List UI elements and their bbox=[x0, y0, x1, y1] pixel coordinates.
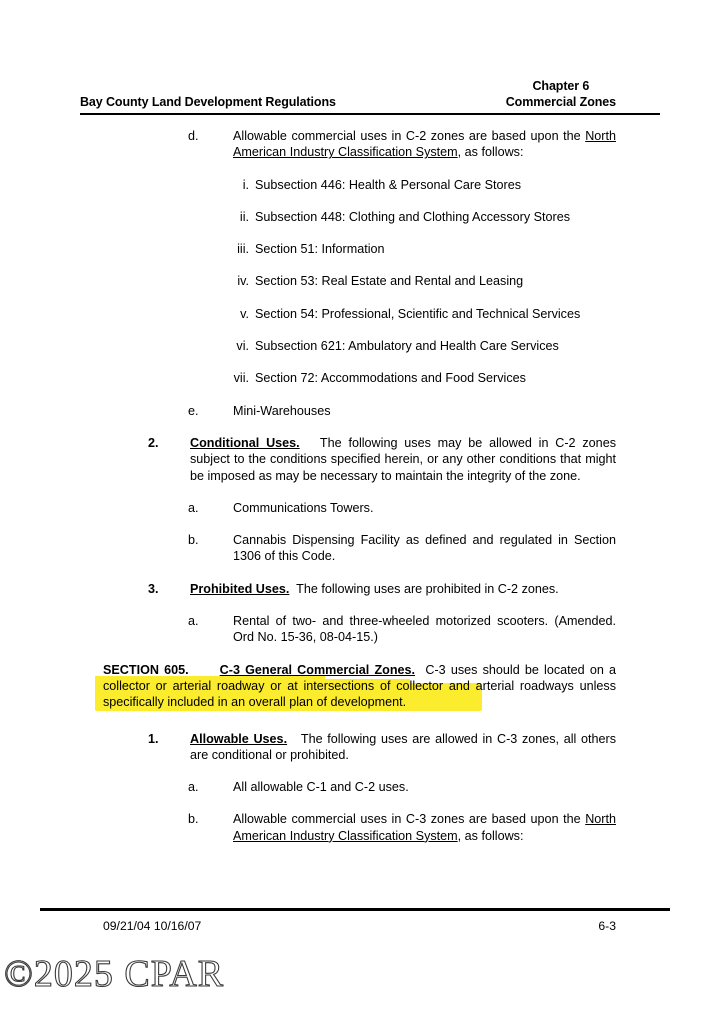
list-item-roman-vii bbox=[0, 370, 720, 386]
section-number: SECTION 605. bbox=[103, 662, 189, 677]
list-item-3-prohibited-uses bbox=[0, 581, 720, 597]
header-chapter-subtitle: Commercial Zones bbox=[505, 95, 616, 109]
list-item-roman-i bbox=[0, 177, 720, 193]
header-divider-rule bbox=[80, 113, 660, 115]
list-item-e bbox=[0, 403, 720, 419]
spacer bbox=[300, 436, 320, 450]
list-marker: vi. bbox=[236, 339, 249, 354]
text-run: Allowable commercial uses in C-2 zones are based upon the bbox=[233, 129, 586, 143]
list-item-roman-vi bbox=[0, 338, 720, 354]
list-marker: 2. bbox=[148, 435, 159, 450]
list-marker: vii. bbox=[233, 371, 249, 386]
list-item-text: Section 54: Professional, Scientific and Technical Services bbox=[255, 306, 581, 321]
list-item-text bbox=[190, 435, 616, 484]
inline-heading: Prohibited Uses. bbox=[190, 581, 290, 596]
list-marker: a. bbox=[188, 500, 199, 515]
text-run: The following uses may be allowed in C-2 zones subject to the conditions specified herein, or any other conditions that might be imposed as may be necessary to maintain the integrity of the zone. bbox=[190, 435, 616, 483]
header-document-title: Bay County Land Development Regulations bbox=[80, 95, 336, 109]
footer-page-number: 6-3 bbox=[598, 919, 616, 933]
list-marker: b. bbox=[188, 812, 199, 827]
document-body bbox=[0, 128, 720, 860]
list-item-text bbox=[233, 811, 616, 844]
list-marker: v. bbox=[240, 306, 249, 321]
list-item-text: Subsection 446: Health & Personal Care Stores bbox=[255, 177, 522, 192]
header-chapter-block bbox=[506, 78, 616, 110]
underlined-term: North American Industry Classification System bbox=[233, 129, 616, 160]
spacer bbox=[287, 732, 301, 746]
list-item-roman-iv bbox=[0, 273, 720, 289]
list-item-text: Communications Towers. bbox=[233, 500, 374, 515]
text-run: The following uses are allowed in C-3 zones, all others are conditional or prohibited. bbox=[190, 731, 616, 762]
text-run: C-3 uses should be located on a collector or arterial roadway or at intersections of collector and arterial roadways unless specifically included in an overall plan of development. bbox=[103, 662, 616, 710]
list-marker: 3. bbox=[148, 581, 159, 596]
text-run: The following uses are prohibited in C-2 zones. bbox=[296, 581, 559, 596]
inline-heading: Allowable Uses. bbox=[190, 731, 288, 746]
list-item-text bbox=[190, 581, 616, 597]
list-item-text: Section 72: Accommodations and Food Services bbox=[255, 371, 526, 386]
text-run-tail: , as follows: bbox=[457, 828, 524, 843]
section-605-paragraph bbox=[103, 662, 616, 711]
list-item-text: Section 51: Information bbox=[255, 242, 385, 257]
list-item-text: All allowable C-1 and C-2 uses. bbox=[233, 780, 409, 795]
list-item-2b bbox=[0, 532, 720, 565]
footer-revision-dates: 09/21/04 10/16/07 bbox=[103, 919, 202, 933]
list-marker: 1. bbox=[148, 731, 159, 746]
text-run: Allowable commercial uses in C-3 zones are based upon the bbox=[233, 812, 586, 827]
list-item-text: Rental of two- and three-wheeled motorized scooters. (Amended. Ord No. 15-36, 08-04-15.) bbox=[233, 614, 616, 645]
underlined-term: North American Industry Classification System bbox=[233, 812, 616, 843]
list-item-c3-1a bbox=[0, 779, 720, 795]
list-marker: d. bbox=[188, 129, 199, 143]
spacer bbox=[415, 663, 425, 677]
list-item-roman-v bbox=[0, 306, 720, 322]
list-item-2a bbox=[0, 500, 720, 516]
page-header bbox=[80, 78, 616, 110]
list-item-roman-iii bbox=[0, 241, 720, 257]
header-chapter-line: Chapter 6 bbox=[532, 79, 590, 93]
list-marker: e. bbox=[188, 403, 199, 418]
list-marker: iii. bbox=[237, 242, 249, 257]
list-item-c3-1b bbox=[0, 811, 720, 844]
list-marker: a. bbox=[188, 614, 199, 629]
list-marker: i. bbox=[242, 177, 249, 192]
list-item-text: Cannabis Dispensing Facility as defined and regulated in Section 1306 of this Code. bbox=[233, 533, 616, 564]
list-item-2-conditional-uses bbox=[0, 435, 720, 484]
list-item-text bbox=[190, 731, 616, 764]
list-marker: b. bbox=[188, 533, 199, 548]
footer-divider-rule bbox=[40, 908, 670, 911]
spacer bbox=[189, 663, 220, 677]
page-footer bbox=[103, 919, 616, 933]
section-605-text bbox=[103, 662, 616, 711]
list-item-1-allowable-uses-c3 bbox=[0, 731, 720, 764]
list-item-roman-ii bbox=[0, 209, 720, 225]
list-item-3a bbox=[0, 613, 720, 646]
copyright-watermark: ©2025 CPAR bbox=[4, 953, 225, 995]
list-marker: ii. bbox=[239, 209, 249, 224]
list-item-text: Subsection 621: Ambulatory and Health Care Services bbox=[255, 339, 559, 354]
list-marker: iv. bbox=[237, 274, 249, 289]
list-item-text: Section 53: Real Estate and Rental and Leasing bbox=[255, 274, 524, 289]
list-item-text bbox=[233, 128, 616, 161]
text-run-tail: , as follows: bbox=[457, 145, 524, 160]
list-item-text: Subsection 448: Clothing and Clothing Accessory Stores bbox=[255, 209, 571, 224]
list-item-text: Mini-Warehouses bbox=[233, 403, 331, 418]
inline-heading: Conditional Uses. bbox=[190, 435, 300, 450]
list-item-d bbox=[0, 128, 720, 161]
section-title: C-3 General Commercial Zones. bbox=[219, 662, 416, 677]
list-marker: a. bbox=[188, 780, 199, 795]
